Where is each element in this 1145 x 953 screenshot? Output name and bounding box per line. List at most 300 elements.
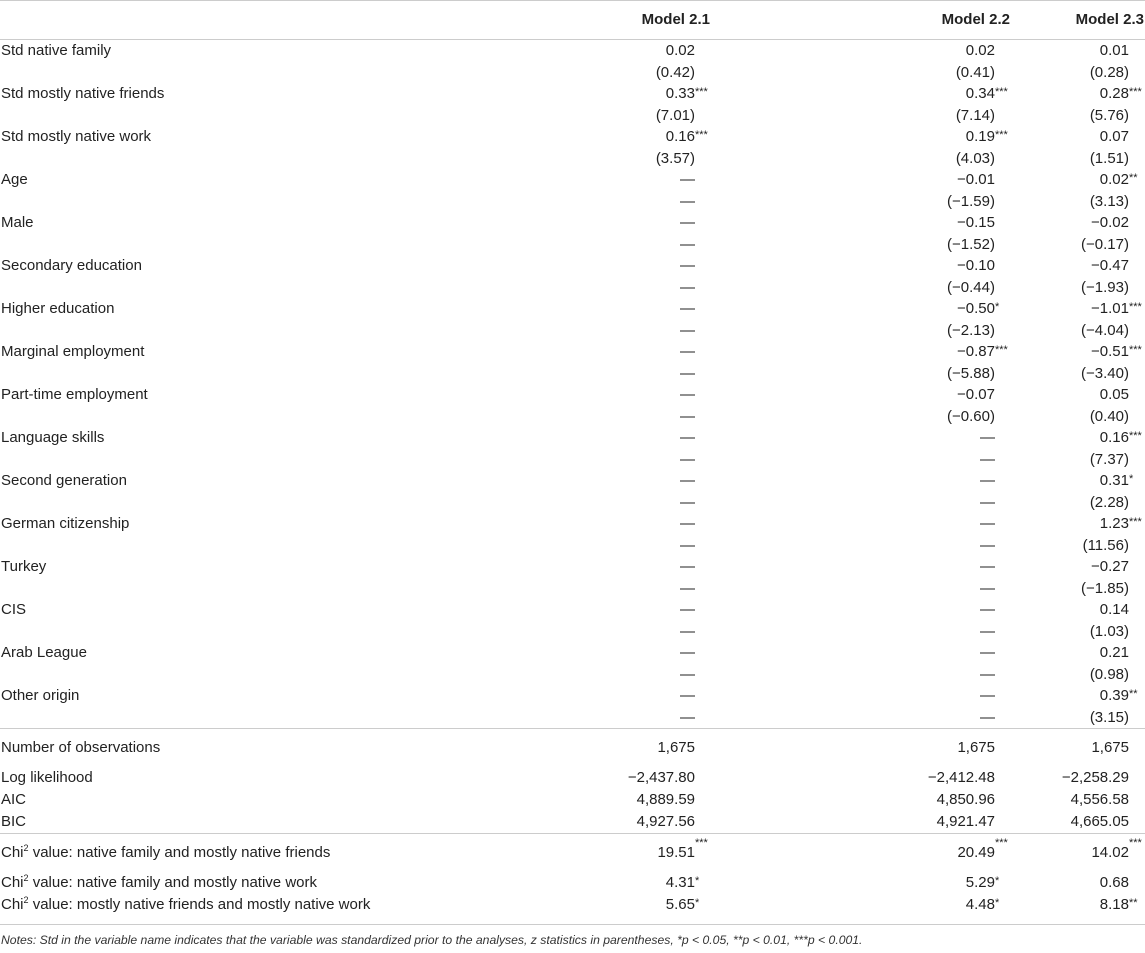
coefficient-row (0, 642, 1145, 664)
fit-statistic-cell (760, 729, 1035, 768)
cell-value: — (980, 450, 995, 468)
cell-value: (3.13) (1089, 192, 1129, 210)
coefficient-cell (760, 513, 1035, 535)
chi-suffix: value: native family and mostly native friends (28, 844, 331, 861)
chi-square-row (0, 894, 1145, 925)
variable-label: Higher education (1, 300, 115, 317)
coefficient-row (0, 298, 1145, 320)
z-statistic-cell (1035, 492, 1145, 514)
cell-value: 0.14 (1099, 601, 1129, 618)
significance-marker: *** (1129, 837, 1142, 849)
variable-label: Age (1, 171, 28, 188)
cell-value: — (980, 558, 995, 575)
variable-label-empty (0, 449, 470, 471)
cell-value: 0.05 (1099, 386, 1129, 403)
coefficient-cell (1035, 470, 1145, 492)
z-statistic-cell (760, 707, 1035, 729)
cell-value: — (680, 708, 695, 726)
coefficient-cell (1035, 169, 1145, 191)
cell-value: −2,437.80 (627, 769, 695, 786)
coefficient-cell (470, 212, 760, 234)
cell-value: (0.41) (955, 63, 995, 81)
cell-value: 1,675 (657, 739, 695, 756)
fit-statistic-cell (470, 767, 760, 789)
cell-value: (−1.85) (1081, 579, 1129, 597)
z-statistic-row (0, 363, 1145, 385)
z-statistic-cell (1035, 406, 1145, 428)
significance-marker: * (1129, 473, 1134, 485)
z-statistic-row (0, 449, 1145, 471)
chi-square-cell (760, 872, 1035, 894)
z-statistic-cell (470, 105, 760, 127)
cell-value: −0.27 (1091, 558, 1129, 575)
coefficient-cell (760, 685, 1035, 707)
cell-value: (0.40) (1089, 407, 1129, 425)
cell-value: — (680, 429, 695, 446)
coefficient-cell (760, 83, 1035, 105)
z-statistic-cell (1035, 449, 1145, 471)
cell-value: 4,927.56 (636, 813, 695, 830)
cell-value: — (980, 687, 995, 704)
z-statistic-cell (760, 277, 1035, 299)
cell-value: 0.33 (665, 85, 695, 102)
coefficient-row (0, 169, 1145, 191)
variable-label: Male (1, 214, 34, 231)
cell-value: (−1.52) (947, 235, 995, 253)
coefficient-cell (1035, 685, 1145, 707)
cell-value: — (980, 579, 995, 597)
cell-value: 0.02 (665, 42, 695, 59)
z-statistic-cell (1035, 148, 1145, 170)
significance-marker: *** (995, 344, 1008, 356)
fit-statistic-cell (1035, 789, 1145, 811)
cell-value: 0.01 (1099, 42, 1129, 59)
cell-value: −0.15 (957, 214, 995, 231)
chi-square-cell (470, 834, 760, 873)
coefficient-row (0, 255, 1145, 277)
header-model-2-2: Model 2.2 (760, 1, 1035, 40)
cell-value: −0.47 (1091, 257, 1129, 274)
significance-marker: *** (1129, 301, 1142, 313)
significance-marker: *** (695, 86, 708, 98)
cell-value: 4.31 (665, 874, 695, 891)
cell-value: (7.14) (955, 106, 995, 124)
z-statistic-row (0, 277, 1145, 299)
coefficient-row (0, 341, 1145, 363)
cell-value: −0.10 (957, 257, 995, 274)
chi-square-cell (760, 894, 1035, 925)
cell-value: — (680, 687, 695, 704)
z-statistic-cell (1035, 105, 1145, 127)
coefficient-cell (760, 427, 1035, 449)
significance-marker: * (995, 301, 1000, 313)
significance-marker: *** (1129, 344, 1142, 356)
variable-label: Part-time employment (1, 386, 148, 403)
fit-statistic-cell (470, 811, 760, 834)
cell-value: — (980, 644, 995, 661)
z-statistic-row (0, 406, 1145, 428)
cell-value: — (680, 214, 695, 231)
cell-value: — (680, 515, 695, 532)
z-statistic-cell (470, 234, 760, 256)
chi-suffix: value: native family and mostly native work (28, 874, 317, 891)
coefficient-cell (470, 470, 760, 492)
variable-label: Secondary education (1, 257, 142, 274)
chi-prefix: Chi (1, 844, 24, 861)
chi-superscript: 2 (23, 873, 29, 883)
variable-label: Marginal employment (1, 343, 145, 360)
chi-superscript: 2 (23, 843, 29, 853)
z-statistic-cell (760, 105, 1035, 127)
cell-value: 8.18 (1099, 896, 1129, 913)
z-statistic-cell (470, 406, 760, 428)
z-statistic-cell (1035, 578, 1145, 600)
cell-value: (3.15) (1089, 708, 1129, 726)
cell-value: — (680, 278, 695, 296)
variable-label-empty (0, 406, 470, 428)
chi-square-cell (470, 894, 760, 925)
variable-label: Std native family (1, 42, 112, 59)
coefficient-cell (470, 556, 760, 578)
chi-prefix: Chi (1, 874, 24, 891)
cell-value: 0.34 (965, 85, 995, 102)
variable-label: Std mostly native work (1, 128, 152, 145)
significance-marker: *** (1129, 516, 1142, 528)
fit-statistic-row (0, 811, 1145, 834)
fit-statistic-cell (1035, 729, 1145, 768)
variable-label-empty (0, 277, 470, 299)
cell-value: 0.02 (965, 42, 995, 59)
z-statistic-cell (760, 320, 1035, 342)
z-statistic-cell (470, 62, 760, 84)
coefficient-cell (1035, 212, 1145, 234)
variable-label-empty (0, 578, 470, 600)
cell-value: (7.01) (655, 106, 695, 124)
fit-statistic-label: BIC (1, 813, 27, 830)
z-statistic-cell (760, 406, 1035, 428)
cell-value: — (680, 343, 695, 360)
coefficient-cell (760, 126, 1035, 148)
z-statistic-cell (1035, 62, 1145, 84)
coefficient-cell (760, 40, 1035, 62)
z-statistic-row (0, 148, 1145, 170)
coefficient-cell (470, 298, 760, 320)
cell-value: 19.51 (657, 844, 695, 861)
significance-marker: *** (695, 837, 708, 849)
z-statistic-cell (470, 707, 760, 729)
cell-value: −0.87 (957, 343, 995, 360)
variable-label-empty (0, 621, 470, 643)
variable-label: Language skills (1, 429, 105, 446)
table-header-row (0, 1, 1145, 40)
coefficient-cell (760, 169, 1035, 191)
coefficient-cell (1035, 341, 1145, 363)
cell-value: (−0.60) (947, 407, 995, 425)
header-model-2-3: Model 2.3 (1035, 1, 1145, 40)
chi-suffix: value: mostly native friends and mostly native work (28, 896, 371, 913)
cell-value: — (980, 601, 995, 618)
z-statistic-cell (760, 191, 1035, 213)
z-statistic-row (0, 191, 1145, 213)
variable-label-empty (0, 664, 470, 686)
variable-label: German citizenship (1, 515, 130, 532)
z-statistic-row (0, 707, 1145, 729)
chi-square-row (0, 872, 1145, 894)
z-statistic-cell (760, 664, 1035, 686)
cell-value: 0.19 (965, 128, 995, 145)
cell-value: (−3.40) (1081, 364, 1129, 382)
variable-label-empty (0, 191, 470, 213)
fit-statistic-row (0, 789, 1145, 811)
variable-label-empty (0, 234, 470, 256)
z-statistic-cell (470, 449, 760, 471)
cell-value: 0.21 (1099, 644, 1129, 661)
coefficient-row (0, 40, 1145, 62)
fit-statistic-cell (760, 811, 1035, 834)
fit-statistic-row (0, 729, 1145, 768)
significance-marker: *** (1129, 86, 1142, 98)
z-statistic-cell (470, 277, 760, 299)
cell-value: — (680, 321, 695, 339)
coefficient-cell (760, 298, 1035, 320)
variable-label-empty (0, 62, 470, 84)
cell-value: 4,889.59 (636, 791, 695, 808)
variable-label-empty (0, 363, 470, 385)
variable-label: Std mostly native friends (1, 85, 165, 102)
cell-value: 0.39 (1099, 687, 1129, 704)
cell-value: 14.02 (1091, 844, 1129, 861)
variable-label-empty (0, 105, 470, 127)
cell-value: −0.50 (957, 300, 995, 317)
z-statistic-row (0, 621, 1145, 643)
z-statistic-cell (760, 234, 1035, 256)
z-statistic-cell (470, 621, 760, 643)
coefficient-cell (760, 599, 1035, 621)
cell-value: — (980, 622, 995, 640)
coefficient-row (0, 599, 1145, 621)
header-model-2-1: Model 2.1 (470, 1, 760, 40)
z-statistic-cell (470, 363, 760, 385)
coefficient-cell (760, 470, 1035, 492)
coefficient-cell (470, 40, 760, 62)
significance-marker: ** (1129, 897, 1138, 909)
fit-statistic-label: Number of observations (0, 729, 470, 768)
coefficient-cell (470, 255, 760, 277)
z-statistic-row (0, 492, 1145, 514)
cell-value: (5.76) (1089, 106, 1129, 124)
z-statistic-cell (1035, 320, 1145, 342)
cell-value: — (680, 364, 695, 382)
coefficient-cell (470, 83, 760, 105)
significance-marker: *** (995, 86, 1008, 98)
cell-value: — (980, 536, 995, 554)
z-statistic-cell (760, 492, 1035, 514)
cell-value: (0.98) (1089, 665, 1129, 683)
coefficient-cell (470, 384, 760, 406)
fit-statistic-cell (1035, 811, 1145, 834)
cell-value: 0.16 (1099, 429, 1129, 446)
z-statistic-row (0, 105, 1145, 127)
z-statistic-cell (470, 191, 760, 213)
coefficient-cell (760, 642, 1035, 664)
coefficient-cell (1035, 126, 1145, 148)
cell-value: 20.49 (957, 844, 995, 861)
z-statistic-cell (470, 535, 760, 557)
z-statistic-row (0, 62, 1145, 84)
z-statistic-cell (1035, 191, 1145, 213)
cell-value: — (980, 429, 995, 446)
cell-value: (−2.13) (947, 321, 995, 339)
coefficient-cell (760, 255, 1035, 277)
cell-value: (−1.59) (947, 192, 995, 210)
z-statistic-cell (1035, 707, 1145, 729)
z-statistic-cell (760, 621, 1035, 643)
significance-marker: *** (995, 837, 1008, 849)
cell-value: (−1.93) (1081, 278, 1129, 296)
cell-value: (0.28) (1089, 63, 1129, 81)
z-statistic-row (0, 578, 1145, 600)
coefficient-cell (470, 126, 760, 148)
cell-value: 0.28 (1099, 85, 1129, 102)
cell-value: −0.51 (1091, 343, 1129, 360)
cell-value: (0.42) (655, 63, 695, 81)
cell-value: — (980, 515, 995, 532)
cell-value: 4,556.58 (1070, 791, 1129, 808)
coefficient-cell (470, 642, 760, 664)
z-statistic-row (0, 234, 1145, 256)
significance-marker: * (695, 897, 700, 909)
coefficient-cell (760, 384, 1035, 406)
chi-square-label (0, 834, 470, 873)
cell-value: — (680, 407, 695, 425)
z-statistic-cell (470, 492, 760, 514)
z-statistic-cell (1035, 535, 1145, 557)
cell-value: 4.48 (965, 896, 995, 913)
coefficient-cell (470, 427, 760, 449)
cell-value: — (680, 386, 695, 403)
cell-value: 0.31 (1099, 472, 1129, 489)
significance-marker: ** (1129, 688, 1138, 700)
cell-value: — (680, 171, 695, 188)
coefficient-row (0, 513, 1145, 535)
coefficient-cell (1035, 255, 1145, 277)
z-statistic-cell (1035, 664, 1145, 686)
cell-value: (7.37) (1089, 450, 1129, 468)
coefficient-row (0, 126, 1145, 148)
cell-value: 4,665.05 (1070, 813, 1129, 830)
z-statistic-row (0, 320, 1145, 342)
coefficient-row (0, 556, 1145, 578)
significance-marker: * (695, 875, 700, 887)
z-statistic-cell (470, 320, 760, 342)
coefficient-cell (1035, 556, 1145, 578)
coefficient-cell (760, 212, 1035, 234)
cell-value: — (680, 665, 695, 683)
significance-marker: *** (1129, 430, 1142, 442)
z-statistic-cell (760, 535, 1035, 557)
chi-square-label (0, 894, 470, 925)
fit-statistic-cell (470, 729, 760, 768)
fit-statistic-row (0, 767, 1145, 789)
chi-square-cell (1035, 872, 1145, 894)
cell-value: 1,675 (1091, 739, 1129, 756)
coefficient-cell (1035, 298, 1145, 320)
coefficient-cell (1035, 599, 1145, 621)
variable-label-empty (0, 320, 470, 342)
cell-value: (4.03) (955, 149, 995, 167)
fit-statistic-label: Log likelihood (1, 769, 93, 786)
cell-value: — (680, 493, 695, 511)
z-statistic-cell (760, 449, 1035, 471)
chi-square-row (0, 834, 1145, 873)
cell-value: 0.16 (665, 128, 695, 145)
cell-value: (−5.88) (947, 364, 995, 382)
variable-label: Turkey (1, 558, 47, 575)
cell-value: −0.01 (957, 171, 995, 188)
cell-value: — (680, 450, 695, 468)
fit-statistic-cell (1035, 767, 1145, 789)
cell-value: (−0.17) (1081, 235, 1129, 253)
header-label-cell (0, 1, 470, 40)
variable-label-empty (0, 535, 470, 557)
variable-label-empty (0, 707, 470, 729)
significance-marker: * (995, 897, 1000, 909)
cell-value: — (680, 192, 695, 210)
z-statistic-row (0, 535, 1145, 557)
cell-value: (3.57) (655, 149, 695, 167)
z-statistic-cell (760, 363, 1035, 385)
cell-value: 5.29 (965, 874, 995, 891)
cell-value: — (680, 300, 695, 317)
cell-value: 4,850.96 (936, 791, 995, 808)
table-body (0, 40, 1145, 925)
z-statistic-cell (470, 578, 760, 600)
cell-value: — (980, 472, 995, 489)
z-statistic-cell (470, 664, 760, 686)
significance-marker: ** (1129, 172, 1138, 184)
fit-statistic-cell (470, 789, 760, 811)
variable-label: CIS (1, 601, 27, 618)
coefficient-row (0, 685, 1145, 707)
coefficient-row (0, 427, 1145, 449)
z-statistic-cell (1035, 234, 1145, 256)
cell-value: −0.02 (1091, 214, 1129, 231)
coefficient-cell (1035, 384, 1145, 406)
cell-value: −2,412.48 (927, 769, 995, 786)
cell-value: 1,675 (957, 739, 995, 756)
cell-value: — (680, 558, 695, 575)
z-statistic-cell (1035, 363, 1145, 385)
cell-value: −0.07 (957, 386, 995, 403)
chi-square-label (0, 872, 470, 894)
significance-marker: *** (695, 129, 708, 141)
coefficient-row (0, 212, 1145, 234)
cell-value: — (980, 493, 995, 511)
variable-label-empty (0, 148, 470, 170)
cell-value: (11.56) (1082, 536, 1129, 554)
cell-value: (2.28) (1089, 493, 1129, 511)
cell-value: — (680, 235, 695, 253)
significance-marker: * (995, 875, 1000, 887)
variable-label: Second generation (1, 472, 127, 489)
coefficient-row (0, 470, 1145, 492)
chi-square-cell (1035, 834, 1145, 873)
coefficient-cell (760, 556, 1035, 578)
cell-value: (−0.44) (947, 278, 995, 296)
coefficient-cell (1035, 83, 1145, 105)
chi-square-cell (470, 872, 760, 894)
z-statistic-row (0, 664, 1145, 686)
